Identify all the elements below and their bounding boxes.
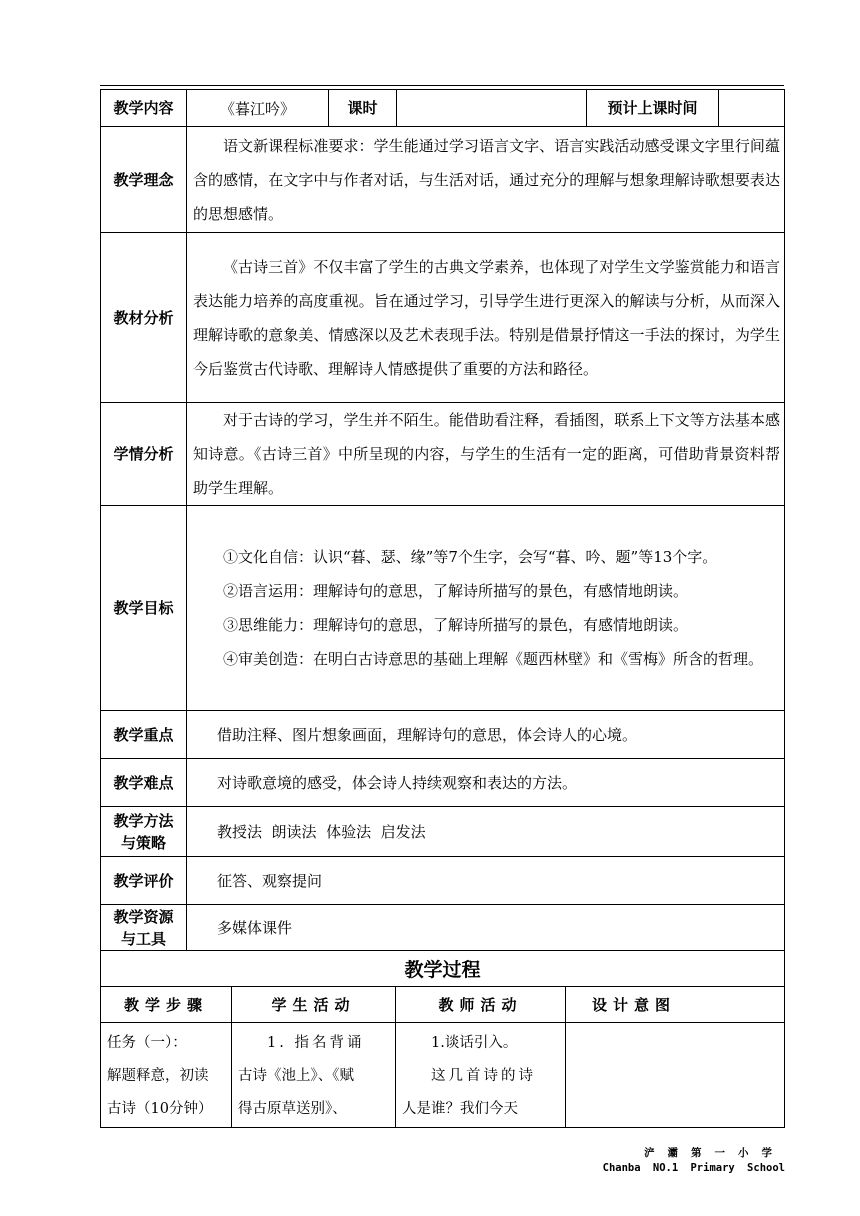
learner-label: 学情分析 <box>101 403 187 506</box>
evaluation-label: 教学评价 <box>101 857 187 905</box>
school-name-en: Chanba NO.1 Primary School <box>602 1162 785 1174</box>
process-title: 教学过程 <box>101 951 785 987</box>
goal-item: ②语言运用：理解诗句的意思，了解诗所描写的景色，有感情地朗读。 <box>223 582 689 600</box>
methods-label-line: 教学方法 <box>113 811 174 830</box>
difficulties-row <box>101 759 785 807</box>
process-step-row <box>101 1023 785 1128</box>
lesson-plan-sheet <box>100 89 784 1128</box>
content-label: 教学内容 <box>101 90 187 127</box>
material-text: 《古诗三首》不仅丰富了学生的古典文学素养，也体现了对学生文学鉴赏能力和语言表达能力培养的高度重视。旨在通过学习，引导学生进行更深入的解读与分析，从而深入理解诗歌的意象美、情感深以及艺术表现手法。特别是借景抒情这一手法的探讨，为学生今后鉴赏古代诗歌、理解诗人情感提供了重要的方法和路径。 <box>187 233 785 403</box>
material-label: 教材分析 <box>101 233 187 403</box>
process-table <box>100 950 785 1128</box>
intent-cell <box>566 1023 785 1128</box>
concept-text: 语文新课程标准要求：学生能通过学习语言文字、语言实践活动感受课文字里行间蕴含的感情，在文字中与作者对话，与生活对话，通过充分的理解与想象理解诗歌想要表达的思想感情。 <box>187 127 785 233</box>
resources-row <box>101 905 785 951</box>
teacher-cell <box>396 1023 566 1128</box>
evaluation-row <box>101 857 785 905</box>
resources-label-line: 教学资源 <box>113 907 174 926</box>
teacher-line: 这几首诗的诗 <box>431 1068 536 1084</box>
intent-header: 设计意图 <box>566 987 785 1023</box>
concept-row <box>101 127 785 233</box>
schedule-label: 预计上课时间 <box>587 90 719 127</box>
key-points-label: 教学重点 <box>101 711 187 759</box>
methods-label-line: 与策略 <box>120 833 166 852</box>
school-name-cn: 浐灞第一小学 <box>644 1147 785 1159</box>
lesson-plan-table <box>100 89 785 951</box>
resources-label <box>101 905 187 951</box>
lesson-title: 《暮江吟》 <box>187 90 329 127</box>
goals-list <box>187 506 785 711</box>
key-points-row <box>101 711 785 759</box>
lesson-info-row <box>101 90 785 127</box>
learner-text: 对于古诗的学习，学生并不陌生。能借助看注释，看插图，联系上下文等方法基本感知诗意。《古诗三首》中所呈现的内容，与学生的生活有一定的距离，可借助背景资料帮助学生理解。 <box>187 403 785 506</box>
period-value <box>397 90 587 127</box>
key-points-text: 借助注释、图片想象画面，理解诗句的意思，体会诗人的心境。 <box>187 711 785 759</box>
methods-row <box>101 807 785 857</box>
material-row <box>101 233 785 403</box>
steps-header: 教学步骤 <box>101 987 232 1023</box>
student-header: 学生活动 <box>232 987 396 1023</box>
difficulties-label: 教学难点 <box>101 759 187 807</box>
header-rule <box>100 85 784 86</box>
goal-item: ①文化自信：认识“暮、瑟、缘”等7个生字，会写“暮、吟、题”等13个字。 <box>223 548 718 566</box>
teacher-line: 1.谈话引入。 <box>431 1035 518 1051</box>
goals-label: 教学目标 <box>101 506 187 711</box>
learner-row <box>101 403 785 506</box>
steps-line: 古诗（10分钟） <box>107 1101 213 1117</box>
goal-item: ③思维能力：理解诗句的意思，了解诗所描写的景色，有感情地朗读。 <box>223 616 689 634</box>
methods-label <box>101 807 187 857</box>
steps-line: 解题释意，初读 <box>107 1068 209 1084</box>
steps-line: 任务（一）： <box>107 1035 187 1051</box>
process-title-row <box>101 951 785 987</box>
student-cell <box>232 1023 396 1128</box>
process-header-row <box>101 987 785 1023</box>
goal-item: ④审美创造：在明白古诗意思的基础上理解《题西林壁》和《雪梅》所含的哲理。 <box>223 650 764 668</box>
concept-label: 教学理念 <box>101 127 187 233</box>
evaluation-text: 征答、观察提问 <box>187 857 785 905</box>
resources-text: 多媒体课件 <box>187 905 785 951</box>
teacher-header: 教师活动 <box>396 987 566 1023</box>
goals-row <box>101 506 785 711</box>
difficulties-text: 对诗歌意境的感受，体会诗人持续观察和表达的方法。 <box>187 759 785 807</box>
schedule-value <box>719 90 785 127</box>
methods-text: 教授法 朗读法 体验法 启发法 <box>187 807 785 857</box>
period-label: 课时 <box>329 90 397 127</box>
student-line: 古诗《池上》、《赋 <box>238 1068 354 1084</box>
student-line: 1. 指名背诵 <box>267 1035 365 1051</box>
student-line: 得古原草送别》、 <box>238 1101 347 1117</box>
school-footer <box>603 1146 785 1176</box>
teacher-line: 人是谁？我们今天 <box>402 1101 518 1117</box>
resources-label-line: 与工具 <box>120 929 166 948</box>
steps-cell <box>101 1023 232 1128</box>
